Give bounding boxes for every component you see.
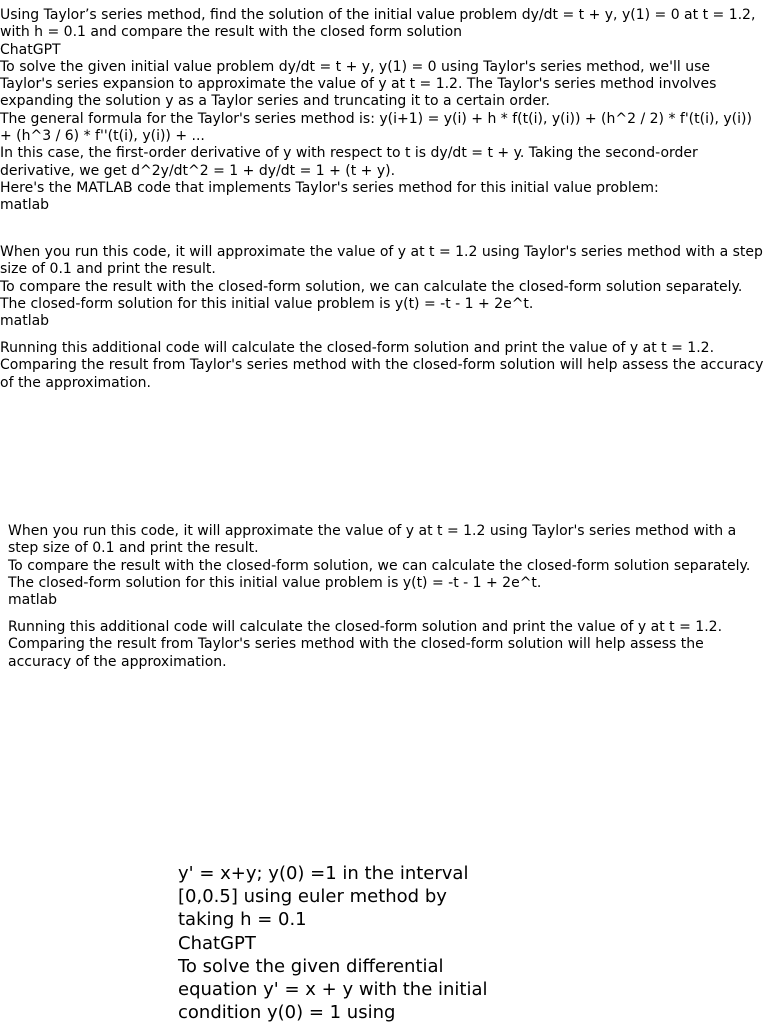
euler-question-section [178, 862, 488, 1024]
answer-paragraph: To solve the given initial value problem dy/dt = t + y, y(1) = 0 using Taylor's series method, we'll use Taylor's series expansion to approximate the value of y at t = 1.2. The Taylor's series method involves expanding the solution y as a Taylor series and truncating it to a certain order. [0, 58, 717, 110]
comparison-paragraph: Running this additional code will calculate the closed-form solution and print the value of y at t = 1.2. Comparing the result from Taylor's series method with the closed-form solution will help assess the accuracy of the approximation. [8, 619, 723, 670]
code-language-label: matlab [0, 197, 50, 214]
speaker-label: ChatGPT [178, 932, 256, 954]
comparison-paragraph: Running this additional code will calculate the closed-form solution and print the value of y at t = 1.2. Comparing the result from Taylor's series method with the closed-form solution will help assess the accuracy of the approximation. [0, 340, 764, 391]
closed-form-paragraph: To compare the result with the closed-form solution, we can calculate the closed-form solution separately. The closed-form solution for this initial value problem is y(t) = -t - 1 + 2e^t. [0, 278, 743, 312]
question-text: Using Taylor’s series method, find the solution of the initial value problem dy/dt = t + y, y(1) = 0 at t = 1.2, with h = 0.1 and compare the result with the closed form solution [0, 7, 756, 41]
closed-form-paragraph: To compare the result with the closed-form solution, we can calculate the closed-form solution separately. The closed-form solution for this initial value problem is y(t) = -t - 1 + 2e^t. [8, 557, 751, 591]
run-result-paragraph: When you run this code, it will approximate the value of y at t = 1.2 using Taylor's series method with a step size of 0.1 and print the result. [8, 523, 737, 557]
code-intro-paragraph: Here's the MATLAB code that implements Taylor's series method for this initial value problem: [0, 179, 659, 196]
run-result-section-repeat [8, 523, 764, 609]
formula-paragraph: The general formula for the Taylor's series method is: y(i+1) = y(i) + h * f(t(i), y(i)) + (h^2 / 2) * f'(t(i), y(i)) + (h^3 / 6) * f''(t(i), y(i)) + ... [0, 110, 752, 145]
speaker-label: ChatGPT [0, 41, 61, 58]
question-text: y' = x+y; y(0) =1 in the interval [0,0.5] using euler method by taking h = 0.1 [178, 863, 469, 931]
code-language-label: matlab [8, 592, 58, 609]
comparison-section [0, 340, 766, 392]
run-result-paragraph: When you run this code, it will approximate the value of y at t = 1.2 using Taylor's series method with a step size of 0.1 and print the result. [0, 244, 763, 278]
comparison-section-repeat [8, 619, 764, 671]
run-result-section [0, 244, 766, 330]
code-language-label: matlab [0, 313, 50, 330]
taylor-question-section [0, 7, 766, 215]
derivative-paragraph: In this case, the first-order derivative of y with respect to t is dy/dt = t + y. Taking the second-order derivative, we get d^2y/dt^2 = 1 + dy/dt = 1 + (t + y). [0, 145, 698, 179]
answer-paragraph: To solve the given differential equation y' = x + y with the initial condition y(0) = 1 using [178, 955, 488, 1024]
